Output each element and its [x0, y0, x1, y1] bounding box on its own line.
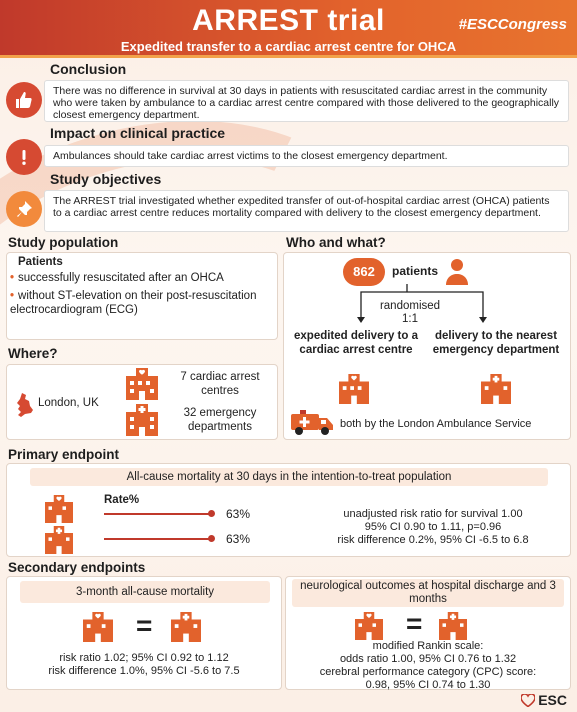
arm-expedited: expedited delivery to a cardiac arrest centre	[294, 330, 418, 356]
arm-nearest: delivery to the nearest emergency department	[432, 330, 560, 356]
secondary-left-stat-2: risk difference 1.0%, 95% CI -5.6 to 7.5	[48, 665, 240, 677]
header-banner	[0, 0, 577, 58]
secondary-left-stat-1: risk ratio 1.02; 95% CI 0.92 to 1.12	[59, 652, 229, 664]
person-icon	[444, 257, 470, 285]
page-subtitle: Expedited transfer to a cardiac arrest centre for OHCA	[120, 39, 457, 54]
emergency-building-icon	[124, 404, 160, 436]
ambulance-icon	[290, 408, 334, 436]
patient-count-badge: 862	[343, 258, 385, 286]
population-bullet: • without ST-elevation on their post-resuscitation electrocardiogram (ECG)	[10, 290, 257, 316]
hashtag: #ESCCongress	[458, 16, 567, 33]
population-heading: Study population	[8, 235, 119, 250]
thumbs-up-icon	[6, 82, 42, 118]
secondary-right-stat-4: 0.98, 95% CI 0.74 to 1.30	[365, 679, 491, 691]
conclusion-heading: Conclusion	[50, 61, 127, 77]
objectives-text: The ARREST trial investigated whether expedited transfer of out-of-hospital cardiac arrest (OHCA) patients to a cardiac arrest centre reduces mortality compared with delivery to the closest emergency department.	[44, 190, 569, 232]
rate-dot-2	[208, 535, 215, 542]
primary-stat-1: unadjusted risk ratio for survival 1.00	[343, 508, 523, 520]
emergency-building-icon	[436, 612, 470, 640]
rate-dot-1	[208, 510, 215, 517]
departments-text: 32 emergency departments	[183, 407, 257, 433]
rate-bar-2	[104, 538, 211, 540]
esc-logo: ESC	[521, 692, 567, 708]
impact-heading: Impact on clinical practice	[50, 125, 226, 141]
rate-value-2: 63%	[226, 532, 251, 546]
page-title: ARREST trial	[192, 4, 385, 37]
primary-heading: Primary endpoint	[8, 447, 120, 462]
secondary-left-title: 3-month all-cause mortality	[75, 586, 215, 598]
emergency-building-icon	[168, 612, 204, 642]
rate-value-1: 63%	[226, 507, 251, 521]
patients-text: patients	[392, 264, 439, 278]
primary-title: All-cause mortality at 30 days in the intention-to-treat population	[126, 471, 452, 483]
uk-map-icon	[14, 392, 36, 418]
equals-sign: =	[406, 608, 423, 639]
hospital-building-icon	[80, 612, 116, 642]
hospital-building-icon	[42, 495, 76, 523]
emergency-building-icon	[478, 374, 514, 404]
secondary-heading: Secondary endpoints	[8, 560, 146, 575]
impact-text: Ambulances should take cardiac arrest victims to the closest emergency department.	[44, 145, 569, 167]
exclamation-icon	[6, 139, 42, 175]
secondary-right-stat-1: modified Rankin scale:	[372, 640, 484, 652]
secondary-right-title: neurological outcomes at hospital discharge and 3 months	[300, 580, 556, 605]
hospital-building-icon	[352, 612, 386, 640]
ambulance-service-text: both by the London Ambulance Service	[340, 418, 532, 430]
conclusion-text: There was no difference in survival at 30 days in patients with resuscitated cardiac arrest in the community who were taken by ambulance to a cardiac arrest centre compared with those delivered to the geographically closest emergency department.	[44, 80, 569, 122]
primary-stat-2: 95% CI 0.90 to 1.11, p=0.96	[364, 521, 502, 533]
secondary-right-stat-2: odds ratio 1.00, 95% CI 0.76 to 1.32	[339, 653, 517, 665]
pin-icon	[6, 191, 42, 227]
rate-bar-1	[104, 513, 211, 515]
secondary-right-stat-3: cerebral performance category (CPC) score:	[319, 666, 537, 678]
population-bullet: • successfully resuscitated after an OHCA	[10, 272, 224, 284]
objectives-heading: Study objectives	[50, 171, 162, 187]
equals-sign: =	[136, 610, 153, 641]
where-heading: Where?	[8, 346, 58, 361]
who-heading: Who and what?	[286, 235, 386, 250]
location-text: London, UK	[38, 397, 99, 409]
centres-text: 7 cardiac arrest centres	[180, 371, 260, 397]
hospital-building-icon	[336, 374, 372, 404]
patients-label: Patients	[18, 256, 63, 268]
primary-stat-3: risk difference 0.2%, 95% CI -6.5 to 6.8	[337, 534, 529, 546]
emergency-building-icon	[42, 526, 76, 554]
randomised-text: randomised 1:1	[379, 300, 441, 325]
rate-label: Rate%	[104, 494, 140, 506]
heart-icon	[521, 694, 535, 707]
hospital-building-icon	[124, 368, 160, 400]
